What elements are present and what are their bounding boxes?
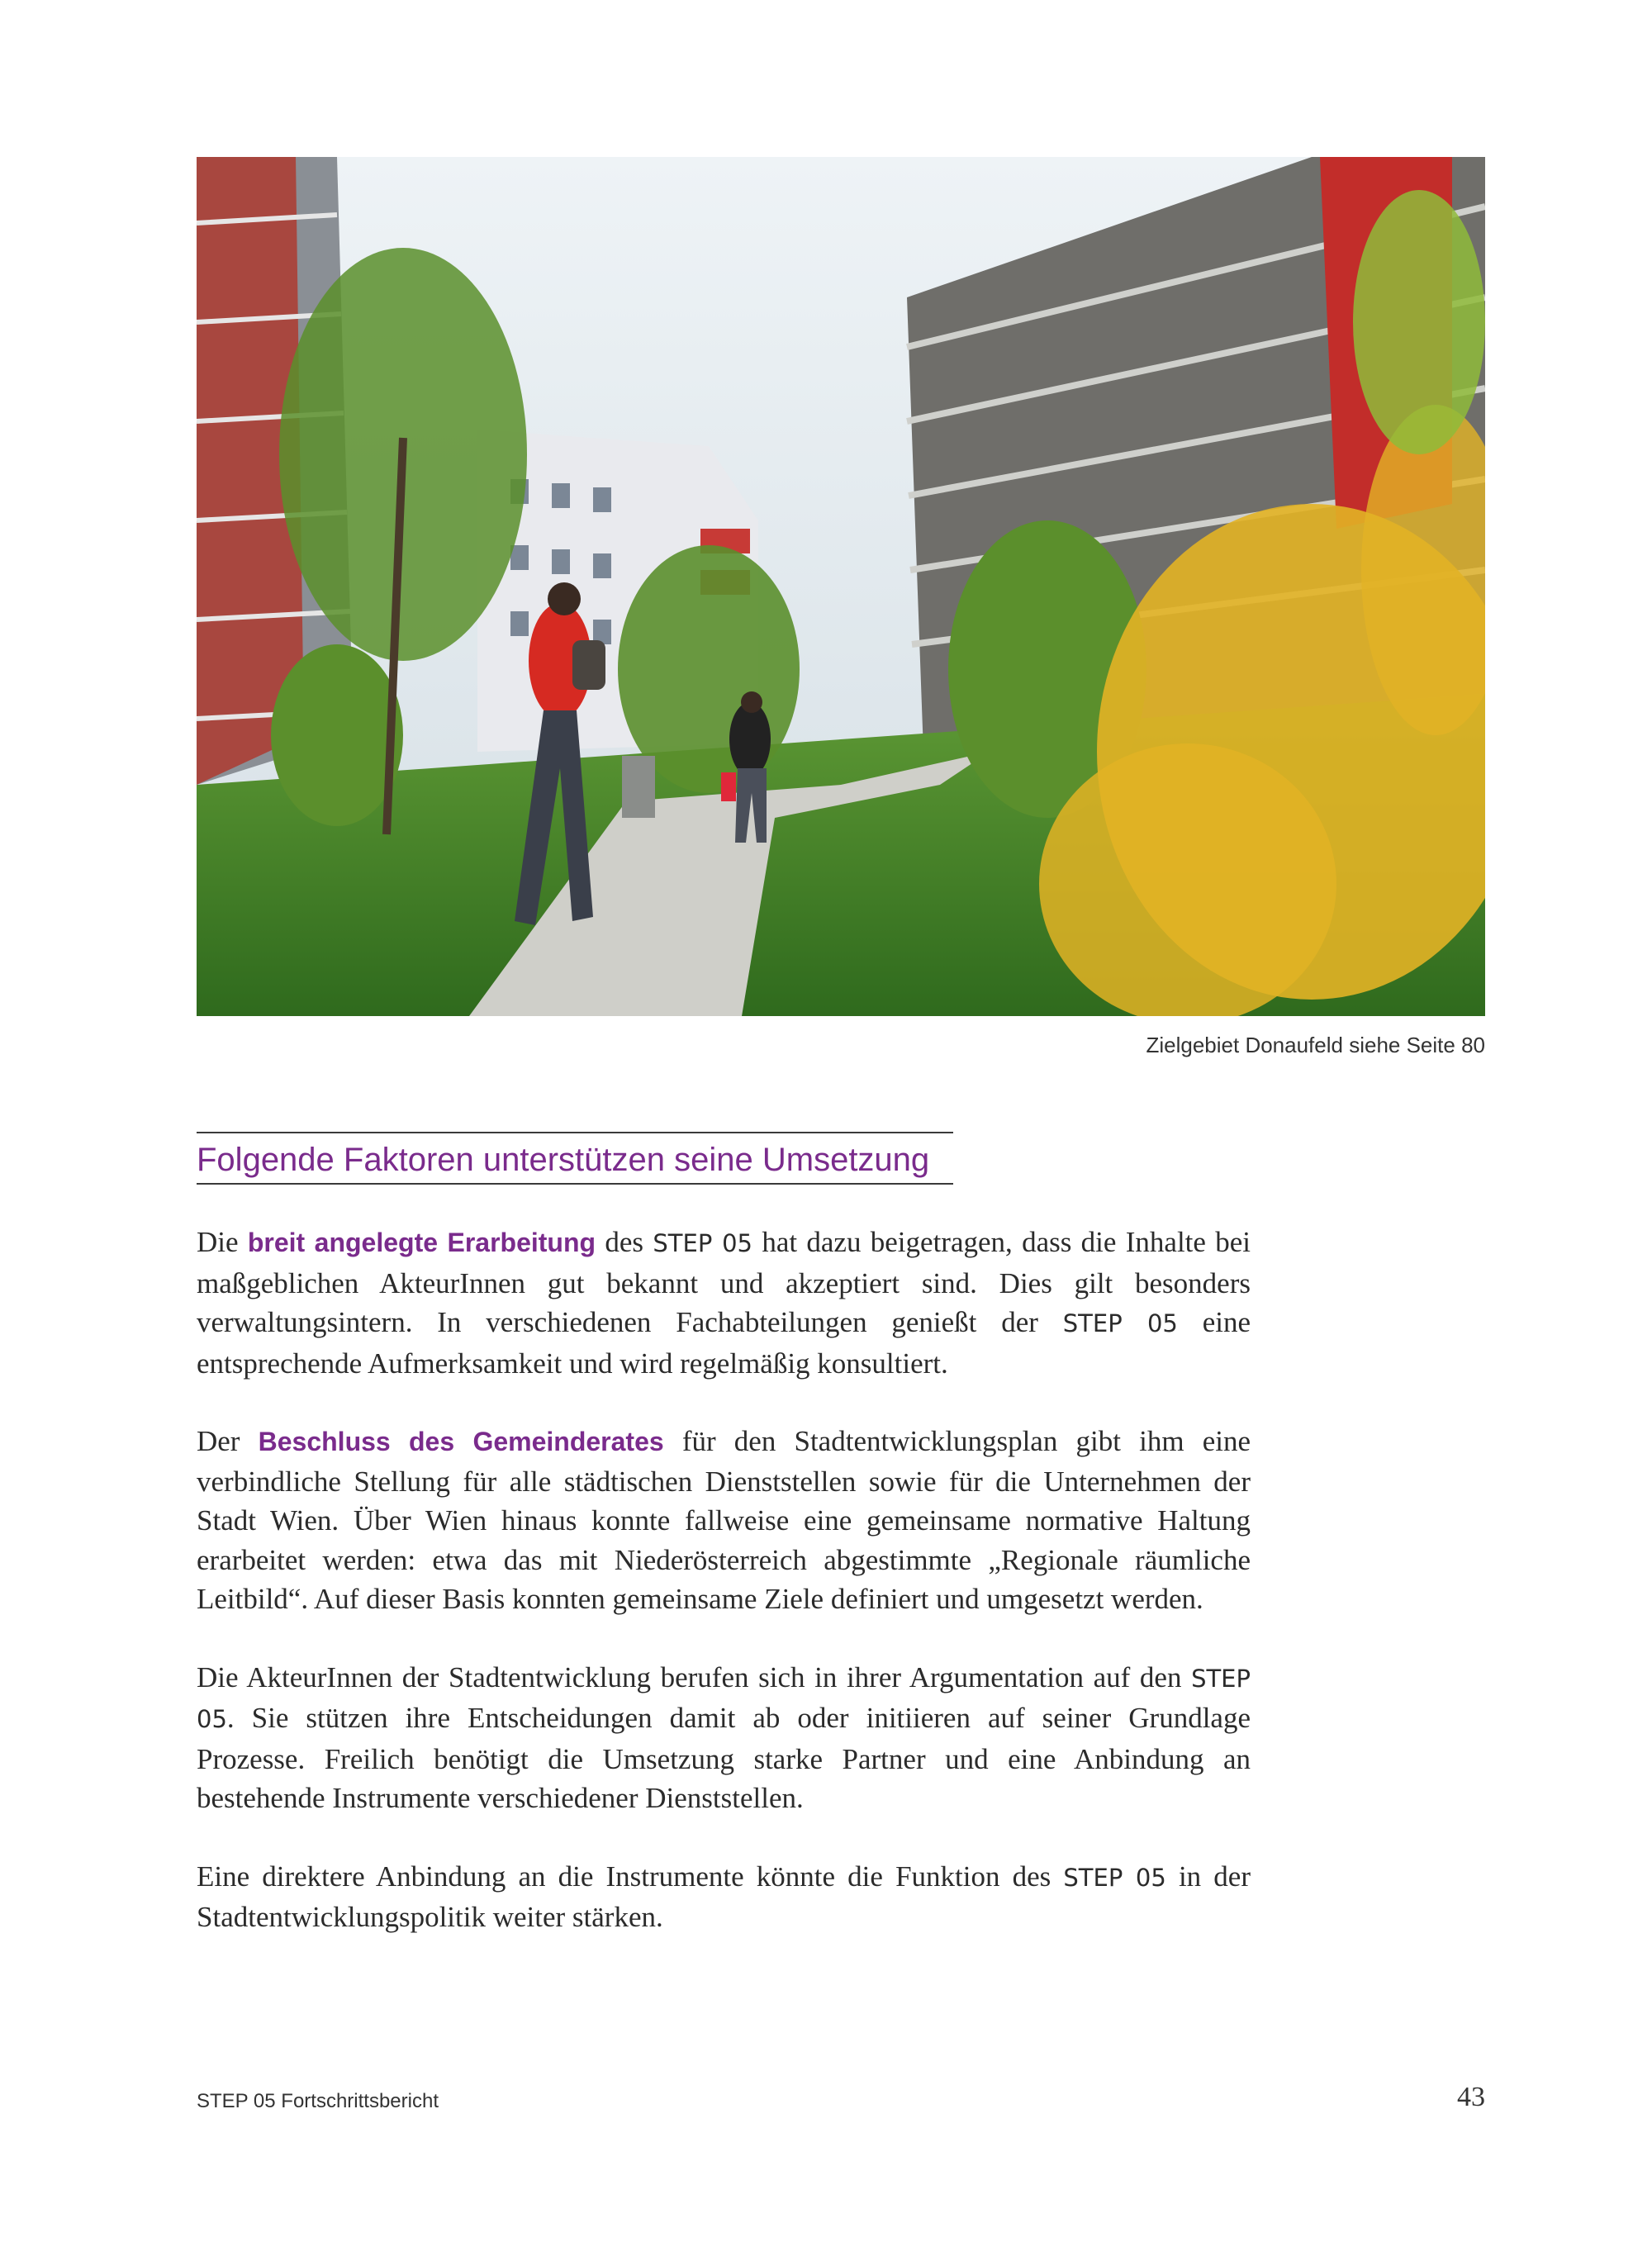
text-run: hat dazu beigetragen, dass die Inhalte bei maßgeblichen AkteurInnen gut bekannt und akzeptiert sind. Dies gilt besonders verwaltungsintern. In verschiedenen Fachabteilungen genießt der (197, 1226, 1251, 1338)
text-run: Der (197, 1425, 259, 1457)
body-text (197, 1223, 1251, 1976)
highlight-term: breit angelegte Erarbeitung (247, 1228, 596, 1257)
photo-caption: Zielgebiet Donaufeld siehe Seite 80 (1146, 1033, 1485, 1057)
page-number: 43 (1457, 2082, 1485, 2112)
step-label: STEP 05 (1062, 1309, 1178, 1337)
photo-illustration (197, 157, 1485, 1016)
text-run: des (596, 1226, 653, 1258)
paragraph-4 (197, 1857, 1251, 1937)
text-run: . Sie stützen ihre Entscheidungen damit ab oder initiieren auf seiner Grundlage Prozesse. Freilich benötigt die Umsetzung starke Partner und eine Anbindung an bestehende Instrumente verschiedener Dienststellen. (197, 1702, 1251, 1814)
text-run: Eine direktere Anbindung an die Instrumente könnte die Funktion des (197, 1860, 1064, 1893)
text-run: Die AkteurInnen der Stadtentwicklung berufen sich in ihrer Argumentation auf den (197, 1660, 1192, 1693)
paragraph-1 (197, 1223, 1251, 1383)
text-run: in der Stadtentwicklungspolitik weiter stärken. (197, 1860, 1251, 1933)
paragraph-2 (197, 1422, 1251, 1619)
text-run: eine entsprechende Aufmerksamkeit und wird regelmäßig konsultiert. (197, 1306, 1251, 1380)
paragraph-3 (197, 1658, 1251, 1818)
step-label: STEP 05 (1063, 1863, 1166, 1892)
housing-courtyard-photo (197, 157, 1485, 1016)
text-run: für den Stadtentwicklungsplan gibt ihm eine verbindliche Stellung für alle städtischen Dienststellen sowie für die Unternehmen der Stadt Wien. Über Wien hinaus konnte fallweise eine gemeinsame normative Haltung erarbeitet werden: etwa das mit Niederösterreich abgestimmte „Regionale räumliche Leitbild“. Auf dieser Basis konnten gemeinsame Ziele definiert und umgesetzt werden. (197, 1425, 1251, 1615)
text-run: Die (197, 1226, 248, 1258)
step-label: STEP 05 (197, 1664, 1251, 1733)
section-heading: Folgende Faktoren unterstützen seine Umsetzung (197, 1142, 930, 1178)
step-label: STEP 05 (653, 1229, 752, 1257)
section-heading-box (197, 1132, 953, 1185)
highlight-term: Beschluss des Gemeinderates (258, 1427, 664, 1456)
footer-title: STEP 05 Fortschrittsbericht (197, 2090, 439, 2112)
